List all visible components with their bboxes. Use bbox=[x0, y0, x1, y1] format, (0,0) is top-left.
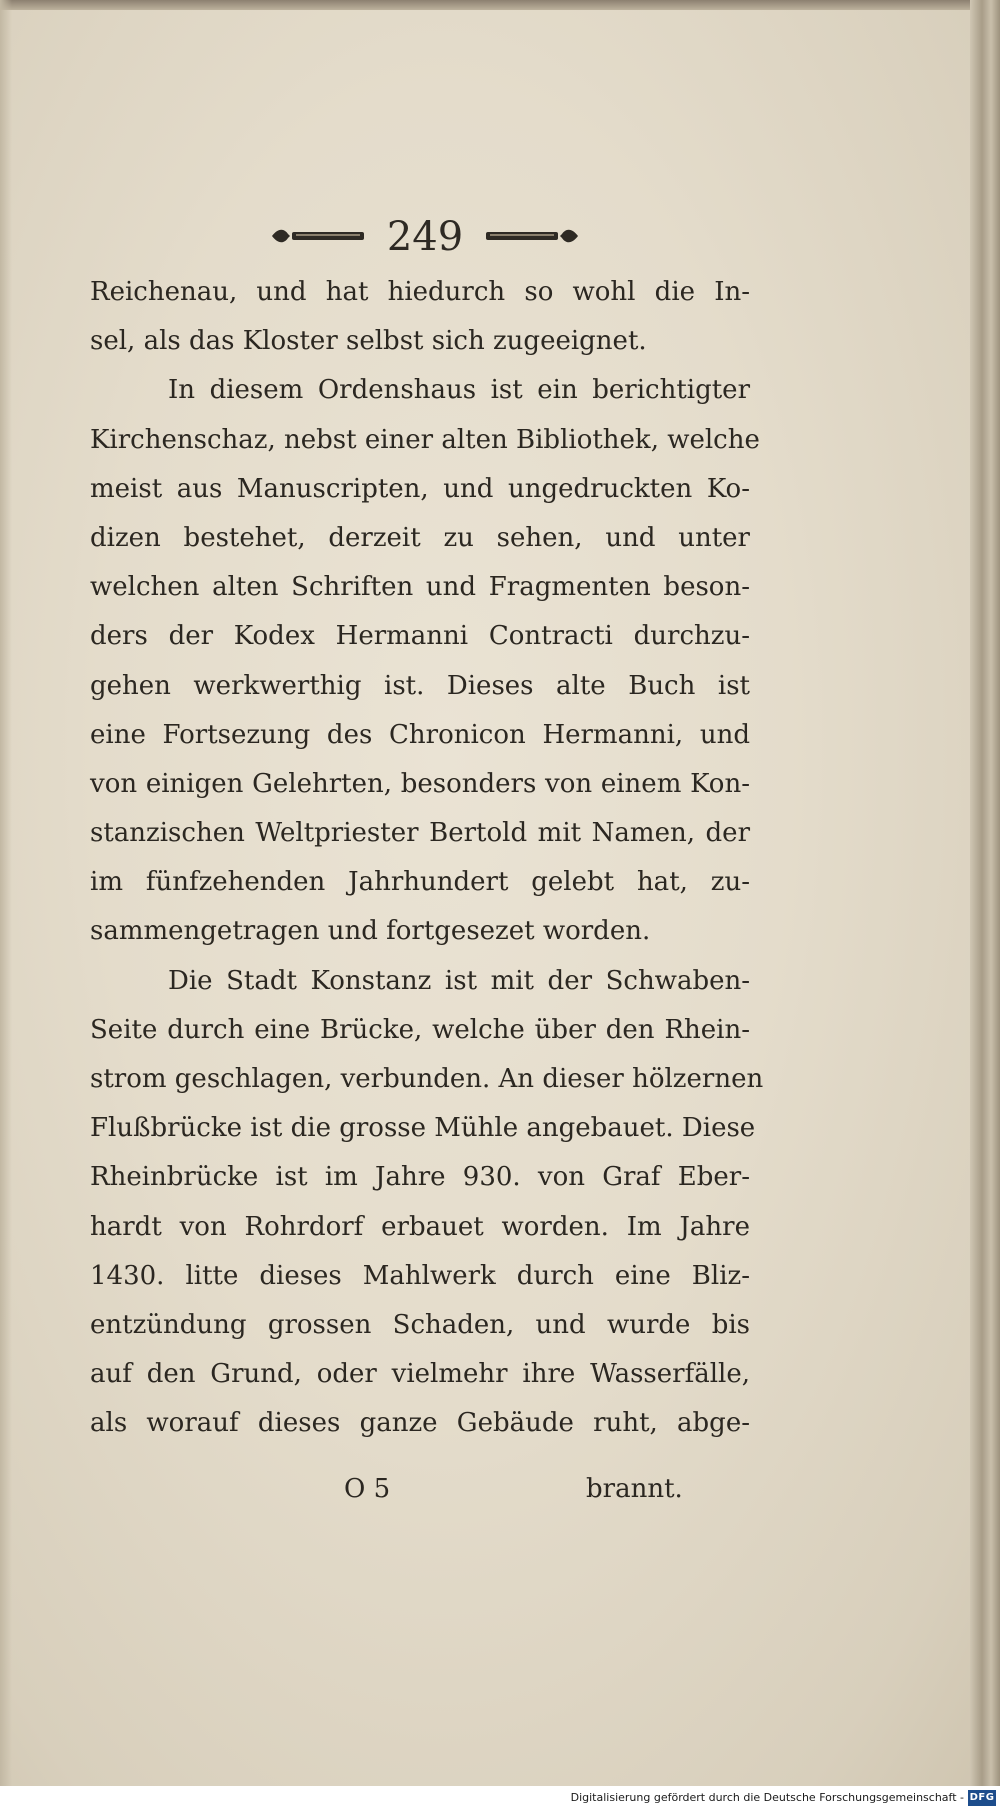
credit-text: Digitalisierung gefördert durch die Deutsche Forschungsgemeinschaft - bbox=[570, 1791, 964, 1804]
text-line: eine Fortsezung des Chronicon Hermanni, und bbox=[90, 719, 750, 750]
text-line: Rheinbrücke ist im Jahre 930. von Graf Eber- bbox=[90, 1162, 750, 1193]
page-header bbox=[270, 212, 580, 262]
text-line: sammengetragen und fortgesezet worden. bbox=[90, 916, 651, 947]
text-line: stanzischen Weltpriester Bertold mit Namen, der bbox=[90, 818, 750, 849]
text-line: welchen alten Schriften und Fragmenten beson- bbox=[90, 572, 750, 603]
text-line: entzündung grossen Schaden, und wurde bis bbox=[90, 1309, 750, 1340]
left-ornament-icon bbox=[270, 226, 370, 246]
page-gutter-shadow bbox=[0, 0, 12, 1786]
text-line: Die Stadt Konstanz ist mit der Schwaben- bbox=[168, 965, 750, 996]
text-line: Reichenau, und hat hiedurch so wohl die In- bbox=[90, 277, 750, 307]
text-line: meist aus Manuscripten, und ungedruckten Ko- bbox=[90, 473, 750, 504]
text-line: sel, als das Kloster selbst sich zugeeignet. bbox=[90, 326, 647, 357]
text-line: Seite durch eine Brücke, welche über den Rhein- bbox=[90, 1014, 750, 1045]
text-line: hardt von Rohrdorf erbauet worden. Im Jahre bbox=[90, 1211, 750, 1242]
page-fore-edge bbox=[970, 0, 1000, 1786]
page-footer bbox=[90, 1464, 750, 1514]
dfg-logo: DFG bbox=[968, 1790, 996, 1806]
text-line: im fünfzehenden Jahrhundert gelebt hat, zu- bbox=[90, 867, 750, 898]
text-line: In diesem Ordenshaus ist ein berichtigter bbox=[168, 375, 750, 406]
text-line: gehen werkwerthig ist. Dieses alte Buch ist bbox=[90, 670, 750, 701]
text-line: strom geschlagen, verbunden. An dieser hölzernen bbox=[90, 1064, 764, 1094]
text-line: auf den Grund, oder vielmehr ihre Wasserfälle, bbox=[90, 1359, 750, 1390]
text-line: Kirchenschaz, nebst einer alten Bibliothek, welche bbox=[90, 424, 760, 455]
page-number: 249 bbox=[386, 214, 464, 260]
page-top-edge bbox=[0, 0, 1000, 10]
signature-mark: O 5 bbox=[344, 1474, 391, 1504]
credit-bar bbox=[0, 1786, 1000, 1810]
text-line: ders der Kodex Hermanni Contracti durchzu- bbox=[90, 621, 750, 652]
text-line: von einigen Gelehrten, besonders von einem Kon- bbox=[90, 768, 750, 799]
body-text bbox=[90, 268, 764, 1449]
text-line: als worauf dieses ganze Gebäude ruht, abge- bbox=[90, 1408, 750, 1439]
text-line: 1430. litte dieses Mahlwerk durch eine Bliz- bbox=[90, 1260, 750, 1291]
text-line: Flußbrücke ist die grosse Mühle angebauet. Diese bbox=[90, 1113, 756, 1144]
right-ornament-icon bbox=[480, 226, 580, 246]
catchword: brannt. bbox=[586, 1474, 683, 1504]
text-line: dizen bestehet, derzeit zu sehen, und unter bbox=[90, 522, 750, 553]
